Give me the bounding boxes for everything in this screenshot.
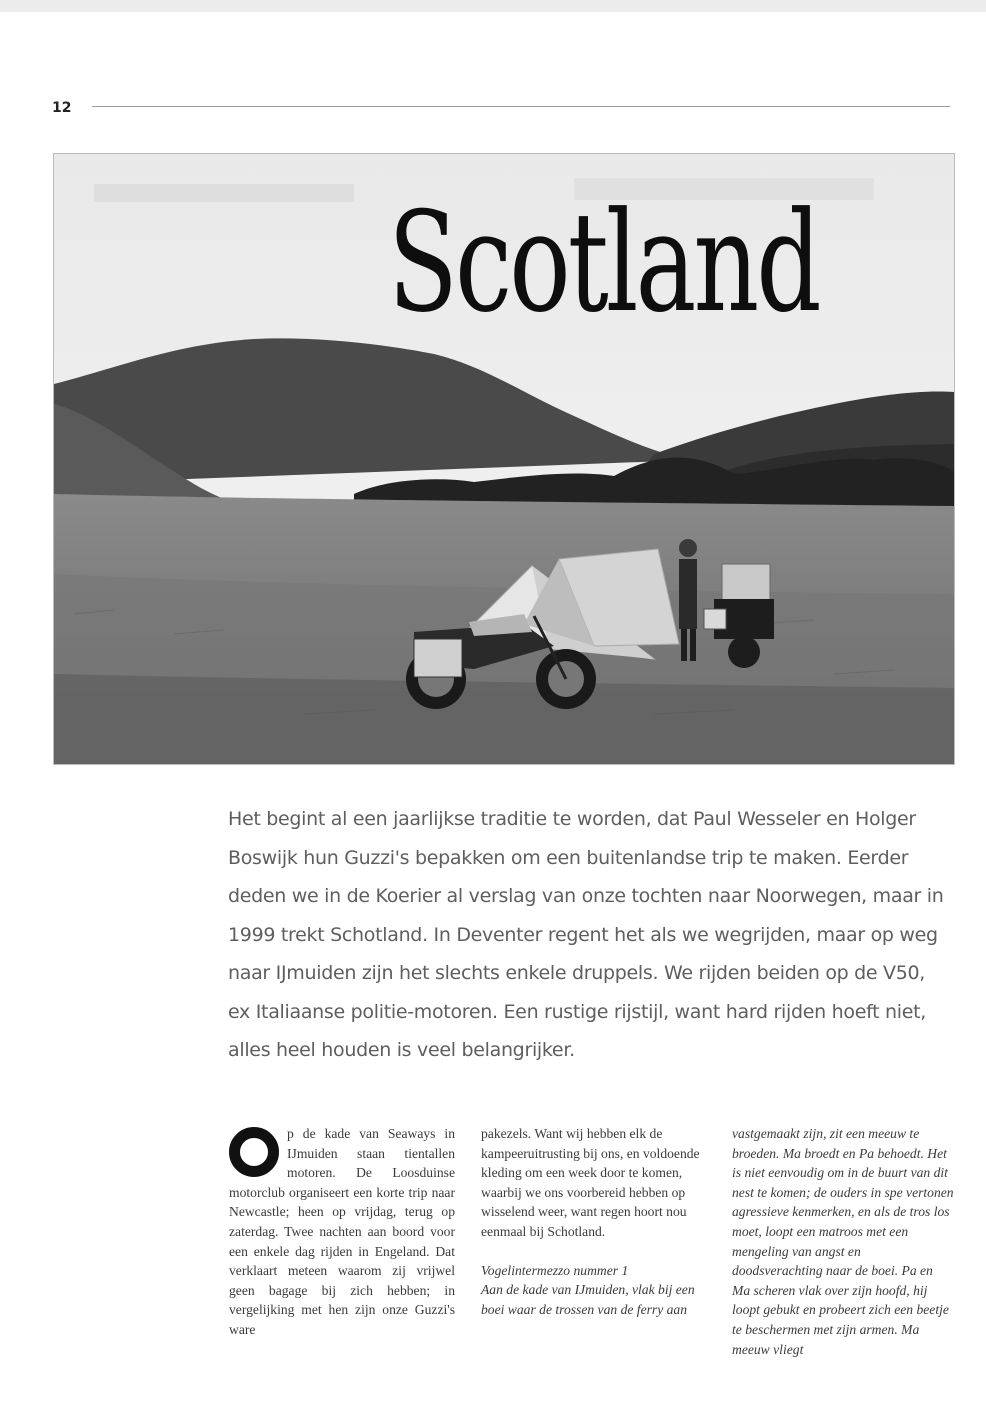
column-1-text: p de kade van Seaways in IJmuiden staan tientallen motoren. De Loosduinse motorclub organiseert een korte trip naar Newcastle; heen op vrijdag, terug op zaterdag. Twee nachten aan boord voor een enkele dag rijden in Engeland. Dat verklaart meteen waarom zij vrijwel geen bagage bij zich hebben; in vergelijking met hen zijn onze Guzzi's ware [229,1126,455,1337]
article-column-1 [229,1124,455,1340]
article-title: Scotland [388,182,819,343]
subheading: Vogelintermezzo nummer 1 [481,1262,629,1278]
column-2-text: pakezels. Want wij hebben elk de kampeeruitrusting bij ons, en voldoende kleding om een week door te komen, waarbij we ons voorbereid hebben op wisselend weer, want regen hoort nou eenmaal bij Schotland. [481,1126,700,1239]
column-2-italic-text: Aan de kade van IJmuiden, vlak bij een boei waar de trossen van de ferry aan [481,1282,695,1317]
article-column-3 [732,1124,954,1359]
page-number: 12 [52,100,72,116]
header-rule [92,106,950,107]
column-3-text: vastgemaakt zijn, zit een meeuw te broeden. Ma broedt en Pa behoedt. Het is niet eenvoudig om in de buurt van dit nest te komen; de ouders in spe vertonen agressieve kenmerken, en als de tros los moet, loopt een matroos met een mengeling van angst en doodsverachting naar de boei. Pa en Ma scheren vlak over zijn hoofd, hij loopt gebukt en probeert zich een beetje te beschermen met zijn armen. Ma meeuw vliegt [732,1126,954,1357]
article-column-2 [481,1124,707,1319]
drop-cap-o [229,1127,279,1177]
lead-paragraph: Het begint al een jaarlijkse traditie te worden, dat Paul Wesseler en Holger Boswijk hun Guzzi's bepakken om een buitenlandse trip te maken. Eerder deden we in de Koerier al verslag van onze tochten naar Noorwegen, maar in 1999 trekt Schotland. In Deventer regent het als we wegrijden, maar op weg naar IJmuiden zijn het slechts enkele druppels. We rijden beiden op de V50, ex Italiaanse politie-motoren. Een rustige rijstijl, want hard rijden hoeft niet, alles heel houden is veel belangrijker. [228,808,944,1061]
page-edge [0,0,986,12]
